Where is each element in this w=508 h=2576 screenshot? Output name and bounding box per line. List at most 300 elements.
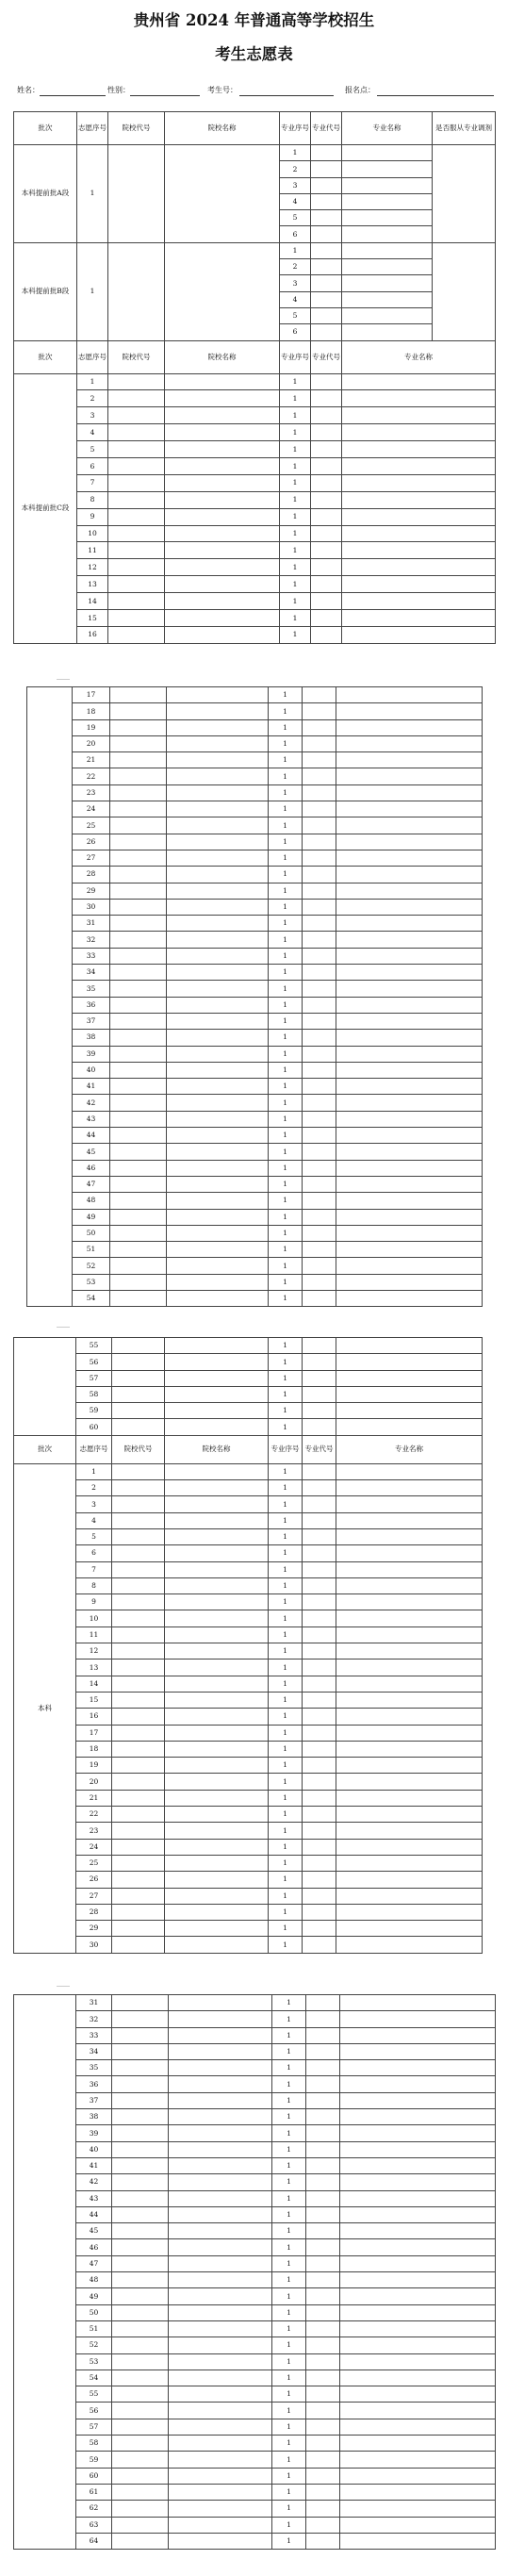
school-name-field[interactable] [165,407,280,424]
school-code-field[interactable] [112,1790,165,1806]
major-name-field[interactable] [342,145,433,161]
school-code-field[interactable] [108,424,165,441]
major-code-field[interactable] [303,1741,336,1757]
school-name-field[interactable] [165,1528,269,1544]
school-name-field[interactable] [165,441,280,458]
school-code-field[interactable] [112,1610,165,1627]
major-code-field[interactable] [303,1790,336,1806]
major-name-field[interactable] [336,1807,483,1823]
school-name-field[interactable] [167,784,269,801]
major-code-field[interactable] [311,177,342,193]
school-code-field[interactable] [108,542,165,559]
school-name-field[interactable] [165,1561,269,1577]
major-code-field[interactable] [303,997,336,1013]
school-code-field[interactable] [112,1594,165,1610]
school-name-field[interactable] [165,576,280,593]
major-name-field[interactable] [342,610,496,627]
major-code-field[interactable] [303,1921,336,1937]
school-name-field[interactable] [169,2223,272,2239]
major-name-field[interactable] [336,948,483,964]
major-name-field[interactable] [340,2484,496,2500]
school-code-field[interactable] [112,2353,169,2370]
major-code-field[interactable] [303,932,336,948]
major-name-field[interactable] [340,2092,496,2108]
school-name-field[interactable] [167,834,269,850]
major-code-field[interactable] [306,2468,340,2484]
major-name-field[interactable] [336,916,483,932]
major-code-field[interactable] [311,593,342,610]
school-name-field[interactable] [167,1290,269,1306]
school-code-field[interactable] [112,2484,169,2500]
major-name-field[interactable] [340,2190,496,2206]
school-name-field[interactable] [165,1790,269,1806]
school-name-field[interactable] [165,1463,269,1479]
school-name-field[interactable] [165,373,280,390]
major-code-field[interactable] [303,867,336,883]
major-name-field[interactable] [336,735,483,751]
major-name-field[interactable] [336,1258,483,1274]
major-name-field[interactable] [340,2027,496,2043]
school-code-field[interactable] [110,1258,167,1274]
major-code-field[interactable] [303,1209,336,1225]
school-code-field[interactable] [112,2517,169,2533]
school-code-field[interactable] [112,1839,165,1855]
major-code-field[interactable] [303,1725,336,1741]
major-name-field[interactable] [336,1370,483,1386]
major-name-field[interactable] [340,2436,496,2452]
major-code-field[interactable] [311,291,342,307]
major-name-field[interactable] [342,226,433,242]
school-name-field[interactable] [165,1403,269,1419]
major-name-field[interactable] [336,1160,483,1176]
major-name-field[interactable] [336,1193,483,1209]
school-name-field[interactable] [169,2320,272,2337]
major-code-field[interactable] [303,1692,336,1708]
school-code-field[interactable] [112,1774,165,1790]
school-code-field[interactable] [110,817,167,834]
school-name-field[interactable] [169,2533,272,2549]
school-code-field[interactable] [110,801,167,817]
major-name-field[interactable] [336,834,483,850]
major-code-field[interactable] [303,1512,336,1528]
school-code-field[interactable] [110,1030,167,1046]
major-name-field[interactable] [336,1111,483,1127]
major-code-field[interactable] [303,1577,336,1593]
school-code-field[interactable] [112,1528,165,1544]
school-code-field[interactable] [112,1823,165,1839]
school-code-field[interactable] [108,610,165,627]
major-name-field[interactable] [336,1741,483,1757]
school-name-field[interactable] [165,458,280,475]
school-code-field[interactable] [112,1338,165,1354]
school-code-field[interactable] [112,1937,165,1953]
school-code-field[interactable] [112,1921,165,1937]
school-name-field[interactable] [165,626,280,643]
school-code-field[interactable] [112,2060,169,2076]
major-name-field[interactable] [342,161,433,177]
major-name-field[interactable] [336,1676,483,1692]
major-name-field[interactable] [342,177,433,193]
school-name-field[interactable] [167,1160,269,1176]
major-code-field[interactable] [306,2255,340,2271]
school-name-field[interactable] [165,1610,269,1627]
major-name-field[interactable] [342,259,433,275]
school-name-field[interactable] [165,145,280,243]
school-code-field[interactable] [108,441,165,458]
school-name-field[interactable] [169,2027,272,2043]
school-name-field[interactable] [169,2436,272,2452]
school-name-field[interactable] [165,525,280,542]
major-name-field[interactable] [342,441,496,458]
school-code-field[interactable] [110,784,167,801]
major-code-field[interactable] [306,2353,340,2370]
school-name-field[interactable] [169,2043,272,2059]
school-name-field[interactable] [167,1062,269,1078]
major-name-field[interactable] [340,2353,496,2370]
school-name-field[interactable] [167,801,269,817]
school-code-field[interactable] [110,883,167,899]
major-code-field[interactable] [303,1758,336,1774]
major-code-field[interactable] [306,2533,340,2549]
major-name-field[interactable] [336,1128,483,1144]
school-name-field[interactable] [169,2076,272,2092]
name-field[interactable] [40,95,106,96]
exam-no-field[interactable] [239,95,334,96]
major-code-field[interactable] [311,542,342,559]
school-name-field[interactable] [167,883,269,899]
major-name-field[interactable] [336,1758,483,1774]
major-code-field[interactable] [303,916,336,932]
school-code-field[interactable] [110,932,167,948]
major-name-field[interactable] [336,784,483,801]
school-name-field[interactable] [169,2386,272,2403]
school-name-field[interactable] [167,752,269,768]
major-name-field[interactable] [340,2174,496,2190]
major-name-field[interactable] [342,307,433,323]
school-code-field[interactable] [110,1013,167,1029]
school-name-field[interactable] [167,703,269,719]
school-code-field[interactable] [110,899,167,915]
major-name-field[interactable] [340,2304,496,2320]
major-name-field[interactable] [336,1921,483,1937]
major-name-field[interactable] [340,2060,496,2076]
school-name-field[interactable] [165,1937,269,1953]
major-code-field[interactable] [303,948,336,964]
major-name-field[interactable] [336,1030,483,1046]
major-name-field[interactable] [340,2419,496,2435]
school-name-field[interactable] [169,2403,272,2419]
school-code-field[interactable] [110,703,167,719]
major-code-field[interactable] [303,1643,336,1660]
school-code-field[interactable] [108,373,165,390]
major-name-field[interactable] [336,1839,483,1855]
school-code-field[interactable] [110,850,167,866]
major-code-field[interactable] [306,2223,340,2239]
major-name-field[interactable] [342,491,496,508]
major-name-field[interactable] [336,1660,483,1676]
school-code-field[interactable] [112,2436,169,2452]
school-name-field[interactable] [165,1725,269,1741]
school-name-field[interactable] [165,559,280,576]
school-code-field[interactable] [110,1242,167,1258]
major-code-field[interactable] [306,2174,340,2190]
major-name-field[interactable] [336,1872,483,1888]
major-code-field[interactable] [306,2304,340,2320]
school-code-field[interactable] [112,2190,169,2206]
school-name-field[interactable] [169,2288,272,2304]
school-name-field[interactable] [167,1095,269,1111]
school-name-field[interactable] [165,1419,269,1435]
school-name-field[interactable] [165,1888,269,1904]
school-code-field[interactable] [110,1274,167,1290]
major-code-field[interactable] [303,1338,336,1354]
major-name-field[interactable] [336,1643,483,1660]
major-name-field[interactable] [340,2125,496,2141]
major-name-field[interactable] [336,1463,483,1479]
major-name-field[interactable] [340,2141,496,2157]
school-code-field[interactable] [112,2206,169,2222]
major-name-field[interactable] [340,2043,496,2059]
school-code-field[interactable] [110,1290,167,1306]
school-name-field[interactable] [165,1545,269,1561]
major-code-field[interactable] [311,407,342,424]
major-code-field[interactable] [303,850,336,866]
major-code-field[interactable] [311,242,342,258]
major-name-field[interactable] [342,508,496,525]
major-name-field[interactable] [336,1386,483,1402]
school-code-field[interactable] [110,687,167,703]
major-code-field[interactable] [303,1823,336,1839]
major-code-field[interactable] [303,1176,336,1192]
major-name-field[interactable] [336,1528,483,1544]
school-code-field[interactable] [112,2141,169,2157]
school-name-field[interactable] [167,817,269,834]
school-name-field[interactable] [167,932,269,948]
major-code-field[interactable] [303,1419,336,1435]
major-name-field[interactable] [342,275,433,291]
school-name-field[interactable] [169,2109,272,2125]
major-code-field[interactable] [306,2386,340,2403]
school-name-field[interactable] [169,2337,272,2353]
major-name-field[interactable] [340,2239,496,2255]
school-code-field[interactable] [112,1741,165,1757]
school-name-field[interactable] [169,2272,272,2288]
major-code-field[interactable] [311,491,342,508]
major-name-field[interactable] [336,1403,483,1419]
school-code-field[interactable] [112,1370,165,1386]
major-code-field[interactable] [303,1274,336,1290]
school-name-field[interactable] [167,948,269,964]
school-name-field[interactable] [167,965,269,981]
school-code-field[interactable] [110,834,167,850]
major-code-field[interactable] [306,2320,340,2337]
school-name-field[interactable] [167,687,269,703]
school-code-field[interactable] [110,1046,167,1062]
school-code-field[interactable] [108,458,165,475]
major-code-field[interactable] [306,2370,340,2386]
school-name-field[interactable] [165,1758,269,1774]
school-name-field[interactable] [167,1013,269,1029]
school-code-field[interactable] [112,1855,165,1871]
school-code-field[interactable] [112,2174,169,2190]
major-name-field[interactable] [336,1176,483,1192]
major-name-field[interactable] [336,1338,483,1354]
major-name-field[interactable] [336,867,483,883]
major-name-field[interactable] [336,1627,483,1643]
school-code-field[interactable] [108,559,165,576]
major-name-field[interactable] [336,1144,483,1160]
major-name-field[interactable] [342,576,496,593]
major-name-field[interactable] [336,932,483,948]
adjust-field[interactable] [433,145,496,243]
major-code-field[interactable] [303,1079,336,1095]
major-name-field[interactable] [336,1545,483,1561]
school-code-field[interactable] [110,965,167,981]
school-code-field[interactable] [112,2157,169,2173]
school-name-field[interactable] [165,1807,269,1823]
school-name-field[interactable] [167,850,269,866]
major-name-field[interactable] [342,525,496,542]
school-code-field[interactable] [108,593,165,610]
school-code-field[interactable] [112,1758,165,1774]
major-code-field[interactable] [303,1855,336,1871]
major-code-field[interactable] [303,981,336,997]
major-code-field[interactable] [303,801,336,817]
school-name-field[interactable] [165,593,280,610]
major-name-field[interactable] [342,559,496,576]
school-code-field[interactable] [108,474,165,491]
school-code-field[interactable] [112,1643,165,1660]
major-name-field[interactable] [342,542,496,559]
major-code-field[interactable] [311,373,342,390]
school-code-field[interactable] [112,1561,165,1577]
school-code-field[interactable] [112,1807,165,1823]
major-code-field[interactable] [303,1839,336,1855]
major-name-field[interactable] [342,626,496,643]
school-code-field[interactable] [112,1480,165,1496]
school-code-field[interactable] [112,1463,165,1479]
major-code-field[interactable] [303,1046,336,1062]
major-code-field[interactable] [303,703,336,719]
major-code-field[interactable] [311,576,342,593]
major-code-field[interactable] [311,145,342,161]
school-name-field[interactable] [169,2239,272,2255]
major-code-field[interactable] [303,687,336,703]
major-code-field[interactable] [306,2060,340,2076]
major-code-field[interactable] [306,1995,340,2011]
major-code-field[interactable] [306,2517,340,2533]
school-code-field[interactable] [110,735,167,751]
major-code-field[interactable] [303,965,336,981]
school-name-field[interactable] [169,2353,272,2370]
school-name-field[interactable] [169,2304,272,2320]
major-name-field[interactable] [340,2452,496,2468]
school-name-field[interactable] [167,899,269,915]
school-code-field[interactable] [112,1676,165,1692]
major-code-field[interactable] [303,1062,336,1078]
school-code-field[interactable] [112,2223,169,2239]
school-code-field[interactable] [112,1545,165,1561]
major-code-field[interactable] [303,1370,336,1386]
school-code-field[interactable] [112,1660,165,1676]
major-code-field[interactable] [303,1030,336,1046]
major-name-field[interactable] [336,1354,483,1370]
school-name-field[interactable] [167,1209,269,1225]
major-name-field[interactable] [336,1095,483,1111]
major-name-field[interactable] [340,2403,496,2419]
school-code-field[interactable] [108,508,165,525]
major-name-field[interactable] [336,1046,483,1062]
school-name-field[interactable] [169,2125,272,2141]
major-code-field[interactable] [311,161,342,177]
school-code-field[interactable] [110,719,167,735]
major-name-field[interactable] [336,1274,483,1290]
school-code-field[interactable] [112,2370,169,2386]
major-name-field[interactable] [340,1995,496,2011]
major-code-field[interactable] [303,1594,336,1610]
school-code-field[interactable] [110,1193,167,1209]
major-code-field[interactable] [303,1528,336,1544]
school-name-field[interactable] [165,1627,269,1643]
school-name-field[interactable] [167,1225,269,1241]
major-code-field[interactable] [311,307,342,323]
school-code-field[interactable] [108,491,165,508]
major-name-field[interactable] [336,1774,483,1790]
major-code-field[interactable] [311,275,342,291]
school-name-field[interactable] [167,1193,269,1209]
major-code-field[interactable] [303,1676,336,1692]
school-code-field[interactable] [112,2419,169,2435]
major-name-field[interactable] [340,2501,496,2517]
school-code-field[interactable] [110,981,167,997]
major-name-field[interactable] [336,752,483,768]
major-name-field[interactable] [340,2517,496,2533]
major-code-field[interactable] [306,2501,340,2517]
school-code-field[interactable] [108,390,165,407]
major-name-field[interactable] [336,1062,483,1078]
major-code-field[interactable] [306,2125,340,2141]
major-name-field[interactable] [336,1823,483,1839]
school-name-field[interactable] [167,1258,269,1274]
major-code-field[interactable] [306,2043,340,2059]
school-name-field[interactable] [165,1594,269,1610]
major-code-field[interactable] [306,2452,340,2468]
major-code-field[interactable] [306,2337,340,2353]
school-name-field[interactable] [169,2419,272,2435]
school-name-field[interactable] [167,1274,269,1290]
major-code-field[interactable] [303,817,336,834]
school-name-field[interactable] [165,1904,269,1920]
school-code-field[interactable] [108,407,165,424]
major-name-field[interactable] [340,2255,496,2271]
school-name-field[interactable] [165,1386,269,1402]
school-code-field[interactable] [112,2043,169,2059]
major-code-field[interactable] [311,226,342,242]
school-name-field[interactable] [165,1709,269,1725]
major-name-field[interactable] [336,1225,483,1241]
school-code-field[interactable] [112,1627,165,1643]
school-name-field[interactable] [169,2468,272,2484]
major-code-field[interactable] [306,2109,340,2125]
school-name-field[interactable] [169,2190,272,2206]
major-code-field[interactable] [311,458,342,475]
school-name-field[interactable] [165,474,280,491]
school-code-field[interactable] [112,2255,169,2271]
school-code-field[interactable] [112,2092,169,2108]
major-code-field[interactable] [303,1463,336,1479]
school-code-field[interactable] [112,2337,169,2353]
major-code-field[interactable] [306,2076,340,2092]
